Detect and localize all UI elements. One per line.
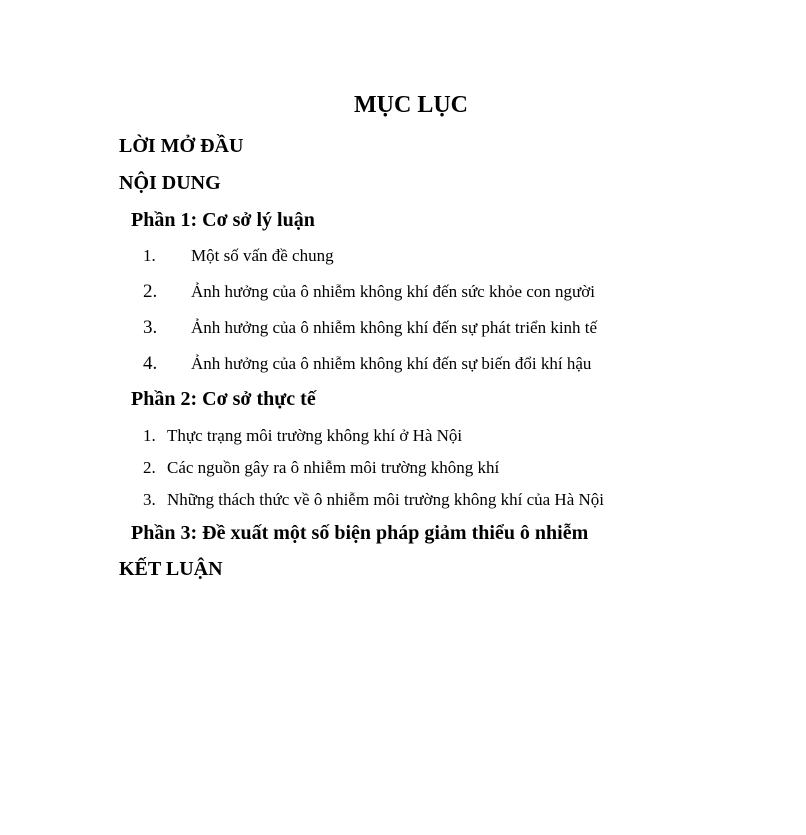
- conclusion-heading: KẾT LUẬN: [119, 558, 223, 580]
- content-heading: NỘI DUNG: [119, 172, 221, 194]
- item-text: Các nguồn gây ra ô nhiễm môi trường không khí: [167, 458, 500, 477]
- item-number: 1.: [143, 426, 156, 445]
- item-text: Ảnh hưởng của ô nhiễm không khí đến sự phát triển kinh tế: [191, 318, 598, 337]
- toc-title: MỤC LỤC: [354, 92, 468, 118]
- item-text: Ảnh hưởng của ô nhiễm không khí đến sự biến đổi khí hậu: [191, 354, 592, 373]
- part2-heading: Phần 2: Cơ sở thực tế: [131, 388, 316, 410]
- item-number: 1.: [143, 246, 156, 265]
- item-number: 2.: [143, 281, 158, 302]
- item-number: 3.: [143, 317, 158, 338]
- item-text: Một số vấn đề chung: [191, 246, 334, 265]
- item-text: Thực trạng môi trường không khí ở Hà Nội: [167, 426, 463, 445]
- item-text: Những thách thức về ô nhiễm môi trường không khí của Hà Nội: [167, 490, 604, 509]
- item-number: 3.: [143, 490, 156, 509]
- intro-heading: LỜI MỞ ĐẦU: [119, 135, 244, 157]
- item-number: 2.: [143, 458, 156, 477]
- part1-heading: Phần 1: Cơ sở lý luận: [131, 209, 315, 231]
- item-number: 4.: [143, 353, 158, 374]
- item-text: Ảnh hưởng của ô nhiễm không khí đến sức khỏe con người: [191, 282, 595, 301]
- part3-heading: Phần 3: Đề xuất một số biện pháp giảm thiểu ô nhiễm: [131, 522, 589, 544]
